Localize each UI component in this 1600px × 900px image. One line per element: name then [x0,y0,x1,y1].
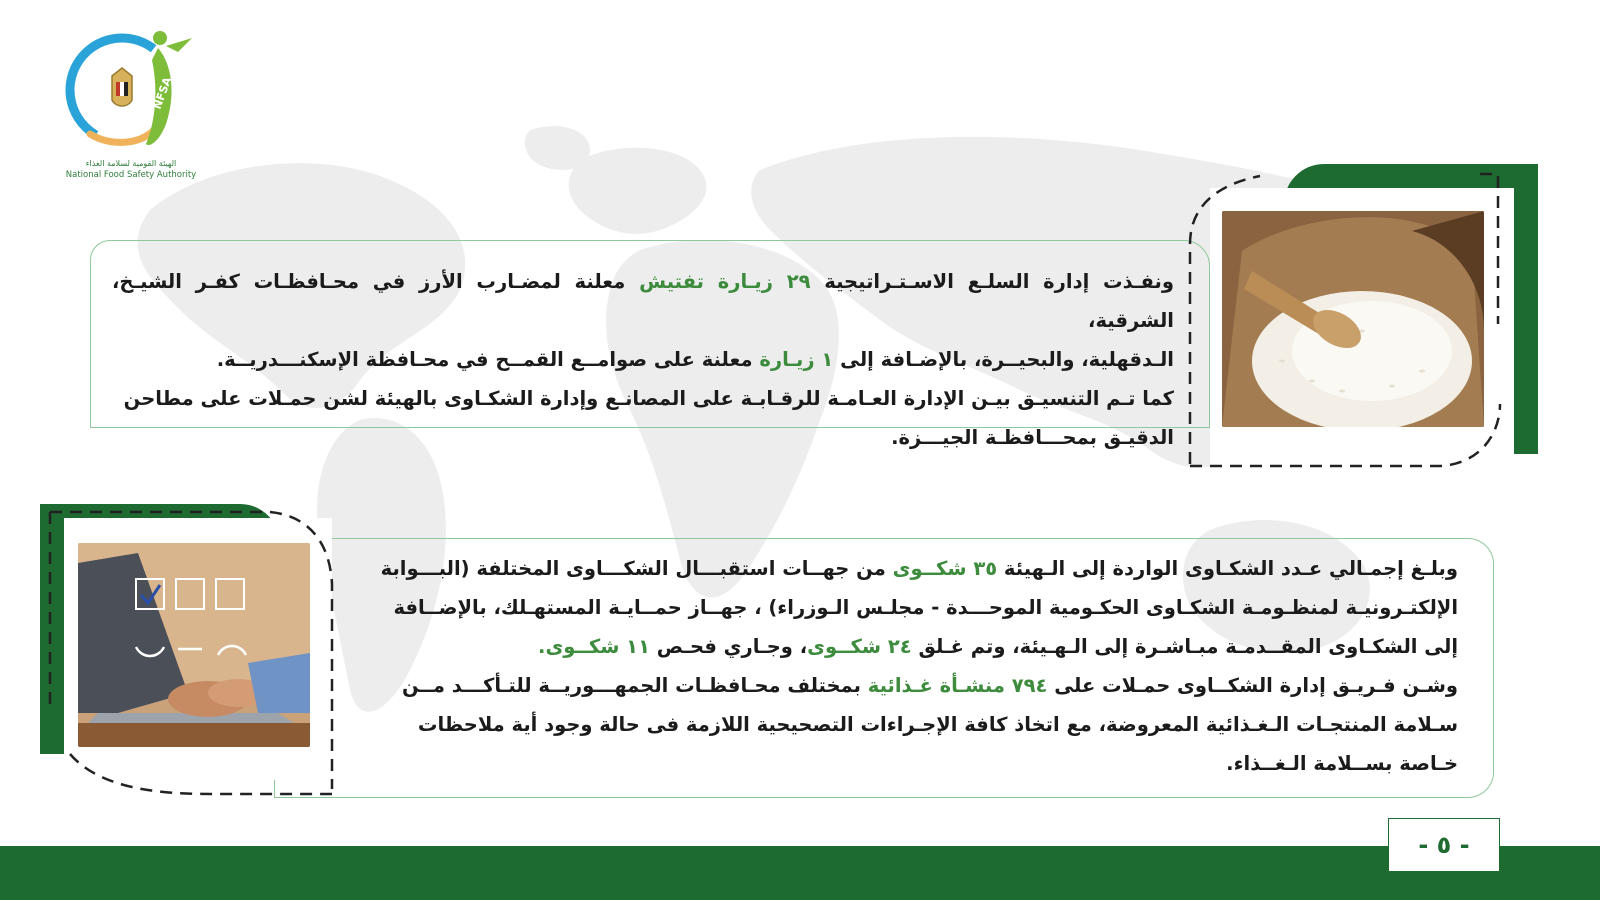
text-segment: معلنة على صوامــع القمــح في محـافظة الإسكنـــدريــة. [216,348,760,371]
text-segment: كما تـم التنسيـق بيـن الإدارة العـامـة للرقـابـة على المصانـع وإدارة الشكـاوى بالهيئة لشن حمـلات على مطاحن [123,387,1174,410]
text-segment: بمختلف محـافظـات الجمهـــوريــة للتـأكـــد مــن [402,674,868,697]
text-segment: معلنة لمضـارب الأرز في محـافظـات كفـر الشيـخ، الشرقية، [112,270,1174,332]
text-segment: الدقيـق بمحـــافظـة الجيـــزة. [891,426,1174,449]
laptop-feedback-photo [78,543,310,747]
logo-arabic-name: الهيئة القومية لسلامة الغذاء [85,159,177,168]
text-segment: ونفـذت إدارة السلـع الاسـتـراتيجية [810,270,1174,293]
paragraph-line [366,549,1458,588]
paragraph-line [112,379,1174,418]
section1-paragraph [112,262,1174,457]
text-segment: من جهــات استقبـــال الشكـــاوى المختلفة (البـــوابة [380,557,893,580]
text-segment: خـاصة بســلامة الـغــذاء. [1226,752,1458,775]
logo-english-name: National Food Safety Authority [65,170,197,180]
rice-sack-photo [1222,211,1484,427]
text-segment: سـلامة المنتجـات الـغـذائية المعروضة، مع اتخاذ كافة الإجـراءات التصحيحية اللازمة فى حالة وجود أية ملاحظات [417,713,1458,736]
svg-text:NFSA: NFSA [150,75,175,112]
footer-band [0,846,1600,900]
paragraph-line [366,588,1458,627]
highlighted-figure: ٧٩٤ منشـأة غـذائية [867,674,1048,697]
paragraph-line [366,705,1458,744]
text-segment: وبلـغ إجمـالي عـدد الشكـاوى الواردة إلى الـهيئة [997,557,1458,580]
rice-photo-frame [1180,164,1538,482]
highlighted-figure: ٢٤ شكــوى [807,635,912,658]
highlighted-figure: ٢٩ زيـارة تفتيش [639,270,811,293]
laptop-photo-frame [40,504,352,806]
text-segment: الـدقهلية، والبحيــرة، بالإضـافة إلى [833,348,1174,371]
highlighted-figure: ١ زيـارة [759,348,834,371]
text-segment: وشـن فـريـق إدارة الشكــاوى حمـلات على [1047,674,1458,697]
paragraph-line [112,262,1174,340]
paragraph-line [112,418,1174,457]
paragraph-line [366,744,1458,783]
nfsa-logo [56,24,206,194]
paragraph-line [366,627,1458,666]
nfsa-emblem-icon [60,24,200,154]
text-segment: ، وجـاري فحـص [649,635,808,658]
highlighted-figure: ١١ شكــوى. [538,635,650,658]
page-number: - ٥ - [1388,818,1500,872]
paragraph-line [112,340,1174,379]
highlighted-figure: ٣٥ شكــوى [892,557,998,580]
paragraph-line [366,666,1458,705]
text-segment: الإلكتـرونيـة لمنظـومـة الشكـاوى الحكـومية الموحـــدة - مجلـس الـوزراء) ، جهــاز حمــايـة المستهـلك، بالإضــافة [393,596,1458,619]
text-segment: إلى الشكـاوى المقــدمـة مبـاشـرة إلى الـهـيئة، وتم غـلق [911,635,1458,658]
section2-paragraph [366,549,1458,783]
